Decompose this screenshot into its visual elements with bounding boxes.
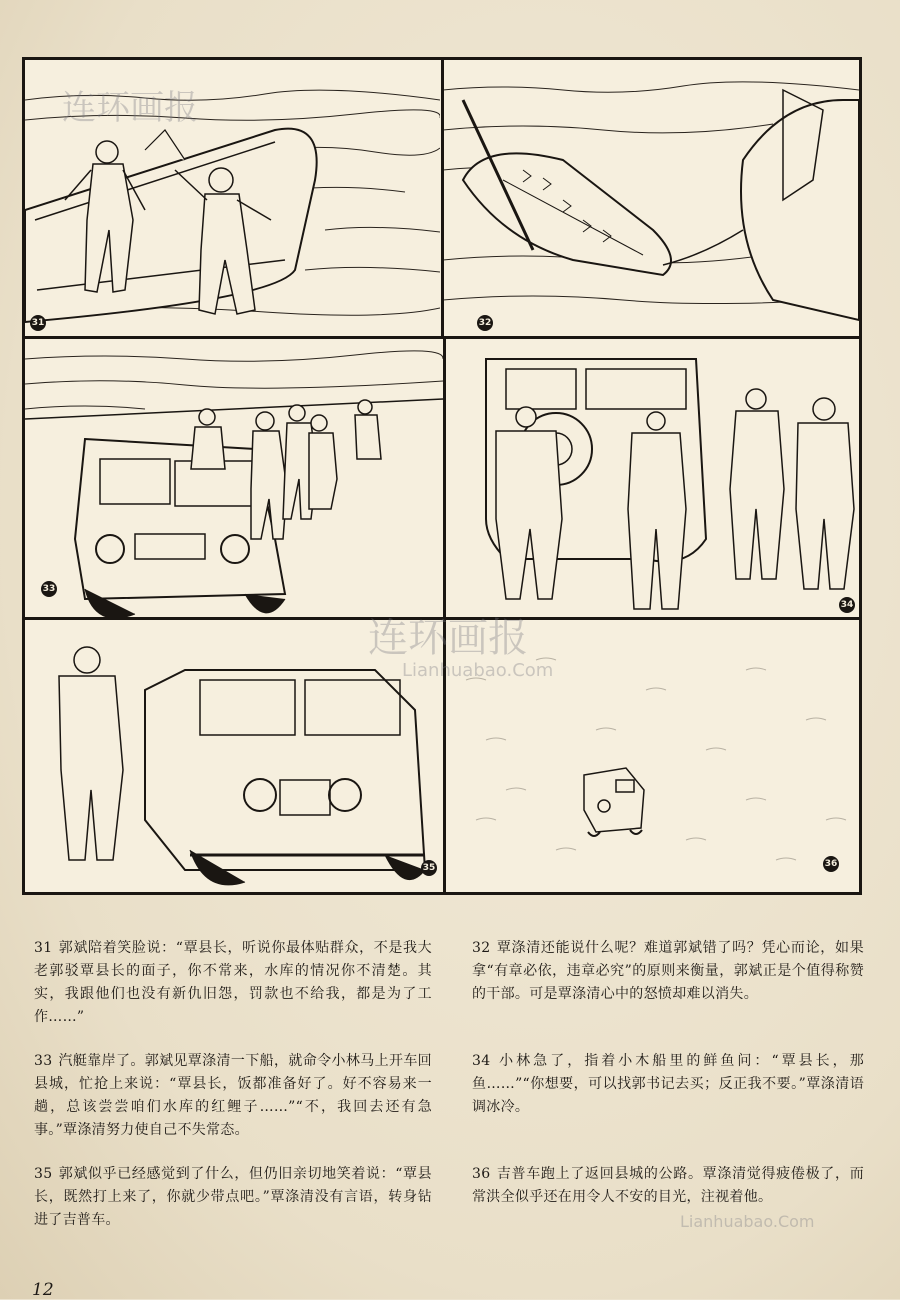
caption-text: 汽艇靠岸了。郭斌见覃涤清一下船，就命令小林马上开车回县城，忙抢上来说：“覃县长，饭都准备好了。好不容易来一趟，总该尝尝咱们水库的红鲤子……”“不，我回去还有急事。”覃涤清努力使自己不失常态。 — [34, 1053, 432, 1138]
panel-divider — [25, 336, 859, 339]
caption-number: 35 — [34, 1166, 53, 1182]
caption-number: 33 — [34, 1053, 53, 1069]
page-number: 12 — [32, 1280, 54, 1300]
caption-32 — [472, 937, 864, 1006]
caption-text: 郭斌陪着笑脸说：“覃县长，听说你最体贴群众，不是我大老郭驳覃县长的面子，你不常来，水库的情况你不清楚。其实，我跟他们也没有新仇旧怨，罚款也不给我，都是为了工作……” — [34, 940, 432, 1025]
panel-number: 33 — [41, 581, 57, 597]
panel-34 — [446, 339, 859, 617]
caption-text: 覃涤清还能说什么呢？难道郭斌错了吗？凭心而论，如果拿“有章必依，违章必究”的原则来衡量，郭斌正是个值得称赞的干部。可是覃涤清心中的怒愤却难以消失。 — [472, 940, 864, 1002]
panel-number: 36 — [823, 856, 839, 872]
panel-33 — [25, 339, 443, 617]
caption-text: 吉普车跑上了返回县城的公路。覃涤清觉得疲倦极了，而常洪全似乎还在用令人不安的目光，注视着他。 — [472, 1166, 864, 1205]
caption-text: 小林急了，指着小木船里的鲜鱼问：“覃县长，那鱼……”“你想要，可以找郭书记去买；反正我不要。”覃涤清语调冰冷。 — [472, 1053, 864, 1115]
caption-35 — [34, 1163, 432, 1232]
panel-33-drawing — [25, 339, 443, 617]
watermark-logo: 连环画报 — [368, 615, 528, 661]
caption-33 — [34, 1050, 432, 1142]
caption-number: 32 — [472, 940, 491, 956]
panel-34-drawing — [446, 339, 859, 617]
panel-number: 34 — [839, 597, 855, 613]
watermark-url: Lianhuabao.Com — [402, 660, 554, 681]
panel-number: 32 — [477, 315, 493, 331]
caption-36 — [472, 1163, 864, 1209]
panel-number: 31 — [30, 315, 46, 331]
comic-panel-grid — [22, 57, 862, 895]
caption-number: 31 — [34, 940, 53, 956]
caption-34 — [472, 1050, 864, 1119]
caption-31 — [34, 937, 432, 1029]
caption-number: 34 — [472, 1053, 491, 1069]
watermark-url: Lianhuabao.Com — [680, 1212, 815, 1231]
panel-32-drawing — [443, 60, 859, 336]
panel-divider — [441, 60, 444, 338]
panel-number: 35 — [421, 860, 437, 876]
panel-32 — [443, 60, 859, 336]
caption-number: 36 — [472, 1166, 491, 1182]
watermark-logo: 连环画报 — [62, 88, 198, 128]
caption-text: 郭斌似乎已经感觉到了什么，但仍旧亲切地笑着说：“覃县长，既然打上来了，你就少带点吧。”覃涤清没有言语，转身钻进了吉普车。 — [34, 1166, 432, 1228]
